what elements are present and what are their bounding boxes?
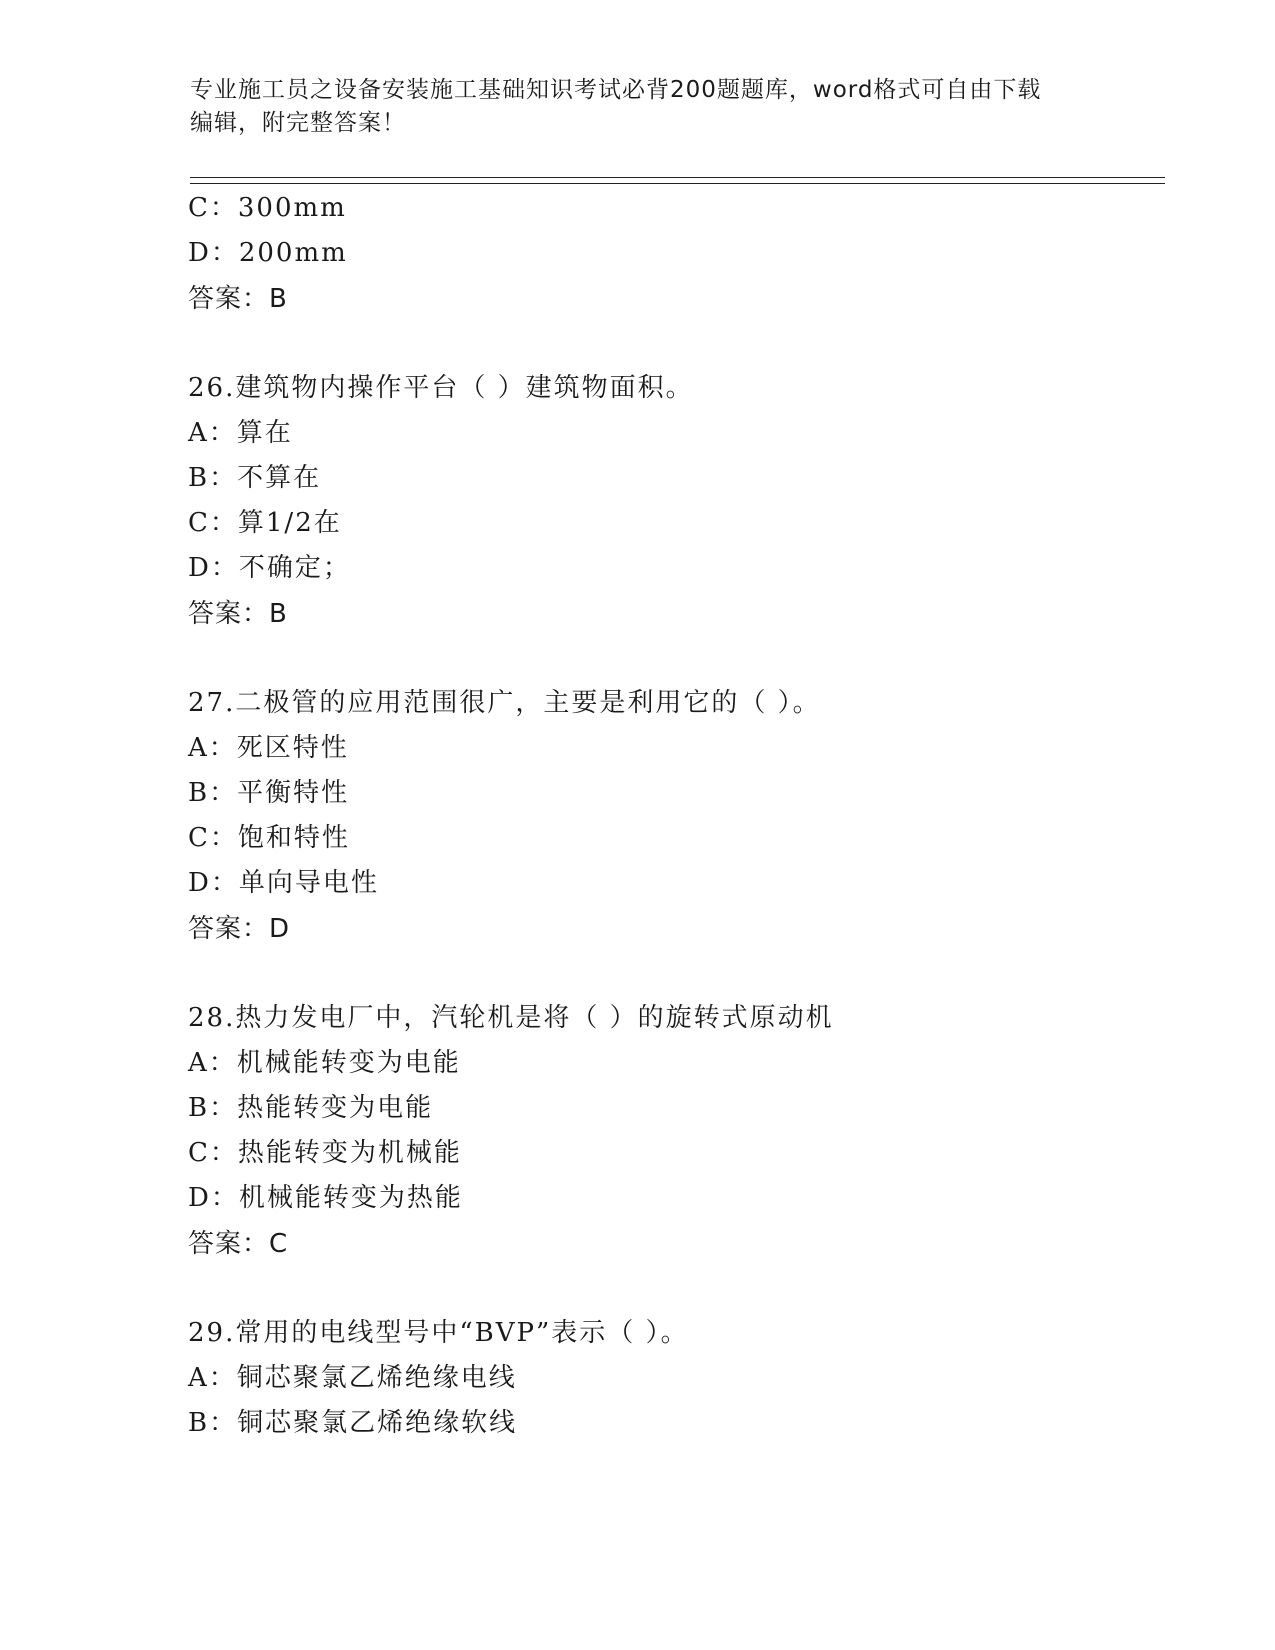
q27-answer: 答案：D [188,914,291,944]
q26-answer: 答案：B [188,599,288,629]
header-line-1: 专业施工员之设备安装施工基础知识考试必背200题题库，word格式可自由下载 [190,77,1042,103]
q26-stem: 26.建筑物内操作平台（ ）建筑物面积。 [188,373,694,403]
q28-option-d: D：机械能转变为热能 [188,1183,463,1213]
header-divider-top [190,177,1165,178]
q28-option-c: C：热能转变为机械能 [188,1138,462,1168]
q29-option-b: B：铜芯聚氯乙烯绝缘软线 [188,1408,518,1438]
q27-option-c: C：饱和特性 [188,823,350,853]
q26-option-a: A：算在 [188,418,293,448]
q27-option-d: D：单向导电性 [188,868,379,898]
q27-stem: 27.二极管的应用范围很广，主要是利用它的（ ）。 [188,688,821,718]
q26-option-b: B：不算在 [188,463,322,493]
q25-option-d: D：200mm [188,238,348,268]
q27-option-b: B：平衡特性 [188,778,350,808]
q28-answer: 答案：C [188,1229,289,1259]
q25-answer: 答案：B [188,284,288,314]
document-header [190,74,1090,140]
header-divider-bottom [190,183,1165,184]
q28-option-a: A：机械能转变为电能 [188,1048,461,1078]
q25-option-c: C：300mm [188,193,347,223]
q28-option-b: B：热能转变为电能 [188,1093,434,1123]
q29-stem: 29.常用的电线型号中“BVP”表示（ ）。 [188,1318,689,1348]
header-line-2: 编辑，附完整答案！ [190,110,406,136]
q26-option-c: C：算1/2在 [188,508,342,538]
q28-stem: 28.热力发电厂中，汽轮机是将（ ）的旋转式原动机 [188,1003,834,1033]
q26-option-d: D：不确定； [188,553,351,583]
q27-option-a: A：死区特性 [188,733,349,763]
q29-option-a: A：铜芯聚氯乙烯绝缘电线 [188,1363,517,1393]
